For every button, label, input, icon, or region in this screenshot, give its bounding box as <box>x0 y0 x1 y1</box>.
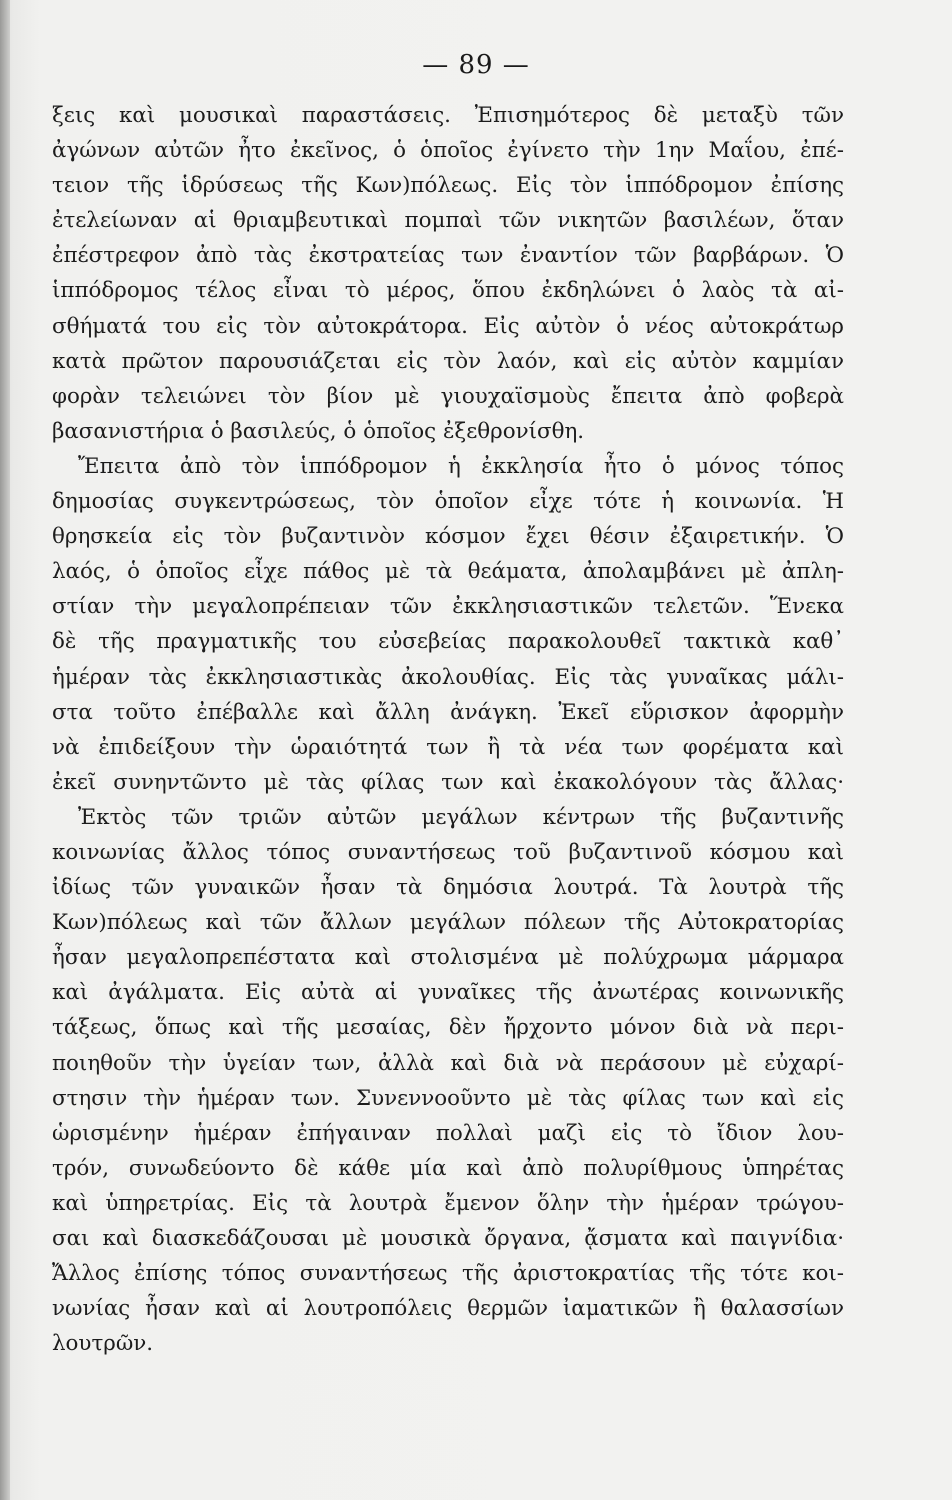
text-line: στα τοῦτο ἐπέβαλλε καὶ ἄλλη ἀνάγκη. Ἐκεῖ εὕρισκον ἀφορμὴν <box>52 699 844 725</box>
text-line: καὶ ὑπηρετρίας. Εἰς τὰ λουτρὰ ἔμενον ὅλην τὴν ἡμέραν τρώγου- <box>52 1190 844 1216</box>
text-line: ἀγώνων αὐτῶν ἦτο ἐκεῖνος, ὁ ὁποῖος ἐγίνετο τὴν 1ην Μαΐου, ἐπέ- <box>52 138 844 164</box>
text-line: ξεις καὶ μουσικαὶ παραστάσεις. Ἐπισημότερος δὲ μεταξὺ τῶν <box>52 103 844 128</box>
text-line: σαι καὶ διασκεδάζουσαι μὲ μουσικὰ ὄργανα, ᾄσματα καὶ παιγνίδια· <box>52 1226 844 1251</box>
text-line: κοινωνίας ἄλλος τόπος συναντήσεως τοῦ βυζαντινοῦ κόσμου καὶ <box>52 839 844 865</box>
text-line: στίαν τὴν μεγαλοπρέπειαν τῶν ἐκκλησιαστικῶν τελετῶν. Ἕνεκα <box>52 594 844 620</box>
text-line: ἡμέραν τὰς ἐκκλησιαστικὰς ἀκολουθίας. Εἰς τὰς γυναῖκας μάλι- <box>52 664 844 690</box>
book-spine-shadow <box>0 0 10 1500</box>
text-line: Ἄλλος ἐπίσης τόπος συναντήσεως τῆς ἀριστοκρατίας τῆς τότε κοι- <box>52 1261 844 1287</box>
text-line: τάξεως, ὅπως καὶ τῆς μεσαίας, δὲν ἤρχοντο μόνον διὰ νὰ περι- <box>52 1015 844 1041</box>
text-line: νωνίας ἦσαν καὶ αἱ λουτροπόλεις θερμῶν ἰαματικῶν ἢ θαλασσίων <box>52 1296 844 1322</box>
text-line: στησιν τὴν ἡμέραν των. Συνεννοοῦντο μὲ τὰς φίλας των καὶ εἰς <box>52 1085 844 1111</box>
text-line: Κων)πόλεως καὶ τῶν ἄλλων μεγάλων πόλεων τῆς Αὐτοκρατορίας <box>52 910 844 936</box>
text-line: σθήματά του εἰς τὸν αὐτοκράτορα. Εἰς αὐτὸν ὁ νέος αὐτοκράτωρ <box>52 313 844 339</box>
text-line: βασανιστήρια ὁ βασιλεύς, ὁ ὁποῖος ἐξεθρονίσθη. <box>52 418 585 444</box>
text-line: νὰ ἐπιδείξουν τὴν ὡραιότητά των ἢ τὰ νέα των φορέματα καὶ <box>52 734 844 760</box>
text-line: Ἐκτὸς τῶν τριῶν αὐτῶν μεγάλων κέντρων τῆς βυζαντινῆς <box>78 804 844 830</box>
text-line: κατὰ πρῶτον παρουσιάζεται εἰς τὸν λαόν, καὶ εἰς αὐτὸν καμμίαν <box>52 348 844 374</box>
text-line: ἐκεῖ συνηντῶντο μὲ τὰς φίλας των καὶ ἐκακολόγουν τὰς ἄλλας· <box>52 769 844 795</box>
text-line: ἐτελείωναν αἱ θριαμβευτικαὶ πομπαὶ τῶν νικητῶν βασιλέων, ὅταν <box>52 208 844 234</box>
text-line: λουτρῶν. <box>52 1331 154 1357</box>
text-line: τειον τῆς ἱδρύσεως τῆς Κων)πόλεως. Εἰς τὸν ἱππόδρομον ἐπίσης <box>52 173 844 199</box>
text-line: δημοσίας συγκεντρώσεως, τὸν ὁποῖον εἶχε τότε ἡ κοινωνία. Ἡ <box>52 489 844 515</box>
text-line: ἦσαν μεγαλοπρεπέστατα καὶ στολισμένα μὲ πολύχρωμα μάρμαρα <box>52 945 844 971</box>
text-line: ποιηθοῦν τὴν ὑγείαν των, ἀλλὰ καὶ διὰ νὰ περάσουν μὲ εὐχαρί- <box>52 1050 844 1076</box>
text-line: τρόν, συνωδεύοντο δὲ κάθε μία καὶ ἀπὸ πολυρίθμους ὑπηρέτας <box>52 1155 844 1181</box>
text-line: καὶ ἀγάλματα. Εἰς αὐτὰ αἱ γυναῖκες τῆς ἀνωτέρας κοινωνικῆς <box>52 980 844 1006</box>
text-line: ἰδίως τῶν γυναικῶν ἦσαν τὰ δημόσια λουτρά. Τὰ λουτρὰ τῆς <box>52 875 844 901</box>
text-line: φορὰν τελειώνει τὸν βίον μὲ γιουχαϊσμοὺς ἔπειτα ἀπὸ φοβερὰ <box>52 383 844 409</box>
text-line: λαός, ὁ ὁποῖος εἶχε πάθος μὲ τὰ θεάματα, ἀπολαμβάνει μὲ ἀπλη- <box>52 559 844 585</box>
text-line: δὲ τῆς πραγματικῆς του εὐσεβείας παρακολουθεῖ τακτικὰ καθ᾽ <box>52 629 844 655</box>
text-line: Ἔπειτα ἀπὸ τὸν ἱππόδρομον ἡ ἐκκλησία ἦτο ὁ μόνος τόπος <box>78 453 844 479</box>
page-number: — 89 — <box>422 50 530 80</box>
text-line: ἱππόδρομος τέλος εἶναι τὸ μέρος, ὅπου ἐκδηλώνει ὁ λαὸς τὰ αἰ- <box>52 278 844 304</box>
body-text <box>52 98 844 1361</box>
text-line: ἐπέστρεφον ἀπὸ τὰς ἐκστρατείας των ἐναντίον τῶν βαρβάρων. Ὁ <box>52 243 844 269</box>
text-line: ὡρισμένην ἡμέραν ἐπήγαιναν πολλαὶ μαζὶ εἰς τὸ ἴδιον λου- <box>52 1120 844 1146</box>
text-line: θρησκεία εἰς τὸν βυζαντινὸν κόσμον ἔχει θέσιν ἐξαιρετικήν. Ὁ <box>52 524 844 550</box>
